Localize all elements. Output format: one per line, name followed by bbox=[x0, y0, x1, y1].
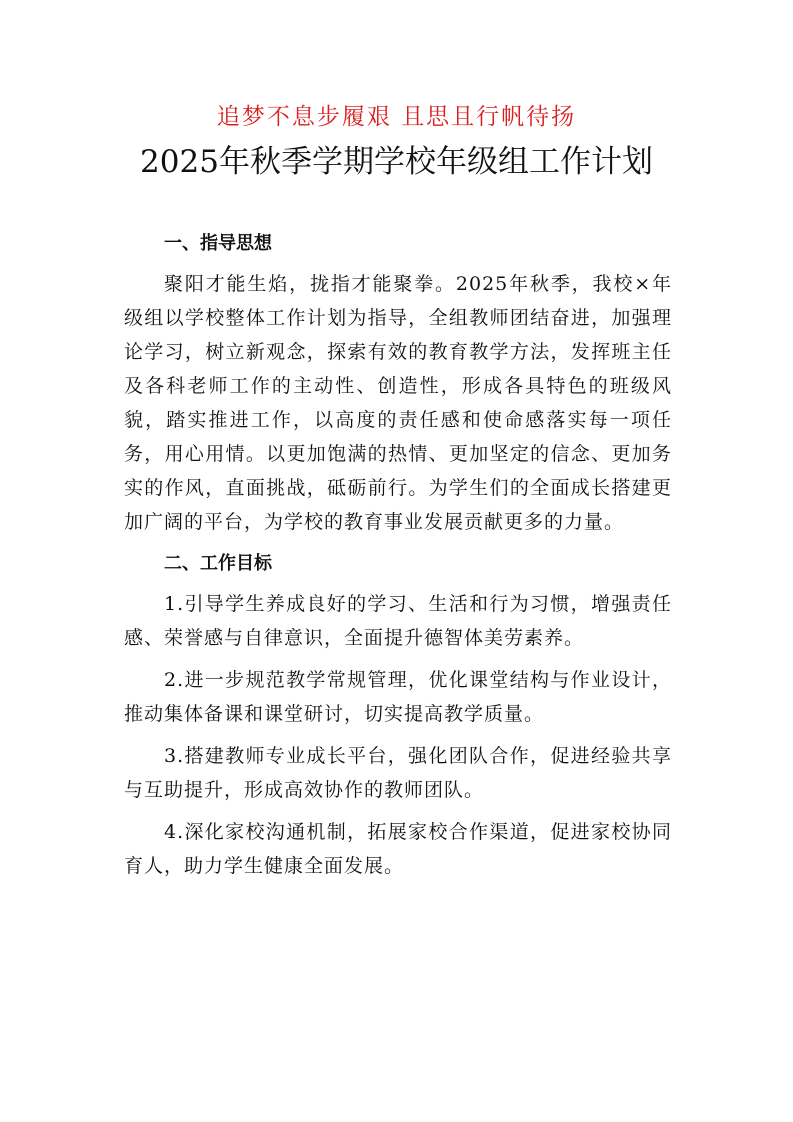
document-subtitle: 追梦不息步履艰 且思且行帆待扬 bbox=[216, 104, 577, 130]
section-heading: 二、工作目标 bbox=[164, 553, 272, 574]
goal-item: 2.进一步规范教学常规管理，优化课堂结构与作业设计，推动集体备课和课堂研讨，切实提高教学质量。 bbox=[124, 669, 672, 725]
paragraph: 聚阳才能生焰，拢指才能聚拳。2025年秋季，我校×年级组以学校整体工作计划为指导，全组教师团结奋进，加强理论学习，树立新观念，探索有效的教育教学方法，发挥班主任及各科老师工作的主动性、创造性，形成各具特色的班级风貌，踏实推进工作，以高度的责任感和使命感落实每一项任务，用心用情。以更加饱满的热情、更加坚定的信念、更加务实的作风，直面挑战，砥砺前行。为学生们的全面成长搭建更加广阔的平台，为学校的教育事业发展贡献更多的力量。 bbox=[124, 273, 672, 533]
section-heading: 一、指导思想 bbox=[164, 233, 272, 254]
document-body bbox=[124, 227, 672, 891]
goal-item: 4.深化家校沟通机制，拓展家校合作渠道，促进家校协同育人，助力学生健康全面发展。 bbox=[124, 821, 672, 877]
document-title: 2025年秋季学期学校年级组工作计划 bbox=[140, 144, 653, 180]
section-work-goals bbox=[124, 547, 672, 883]
section-guiding-ideology bbox=[124, 227, 672, 539]
goal-item: 3.搭建教师专业成长平台，强化团队合作，促进经验共享与互助提升，形成高效协作的教师团队。 bbox=[124, 745, 672, 801]
goal-item: 1.引导学生养成良好的学习、生活和行为习惯，增强责任感、荣誉感与自律意识，全面提升德智体美劳素养。 bbox=[124, 593, 672, 649]
